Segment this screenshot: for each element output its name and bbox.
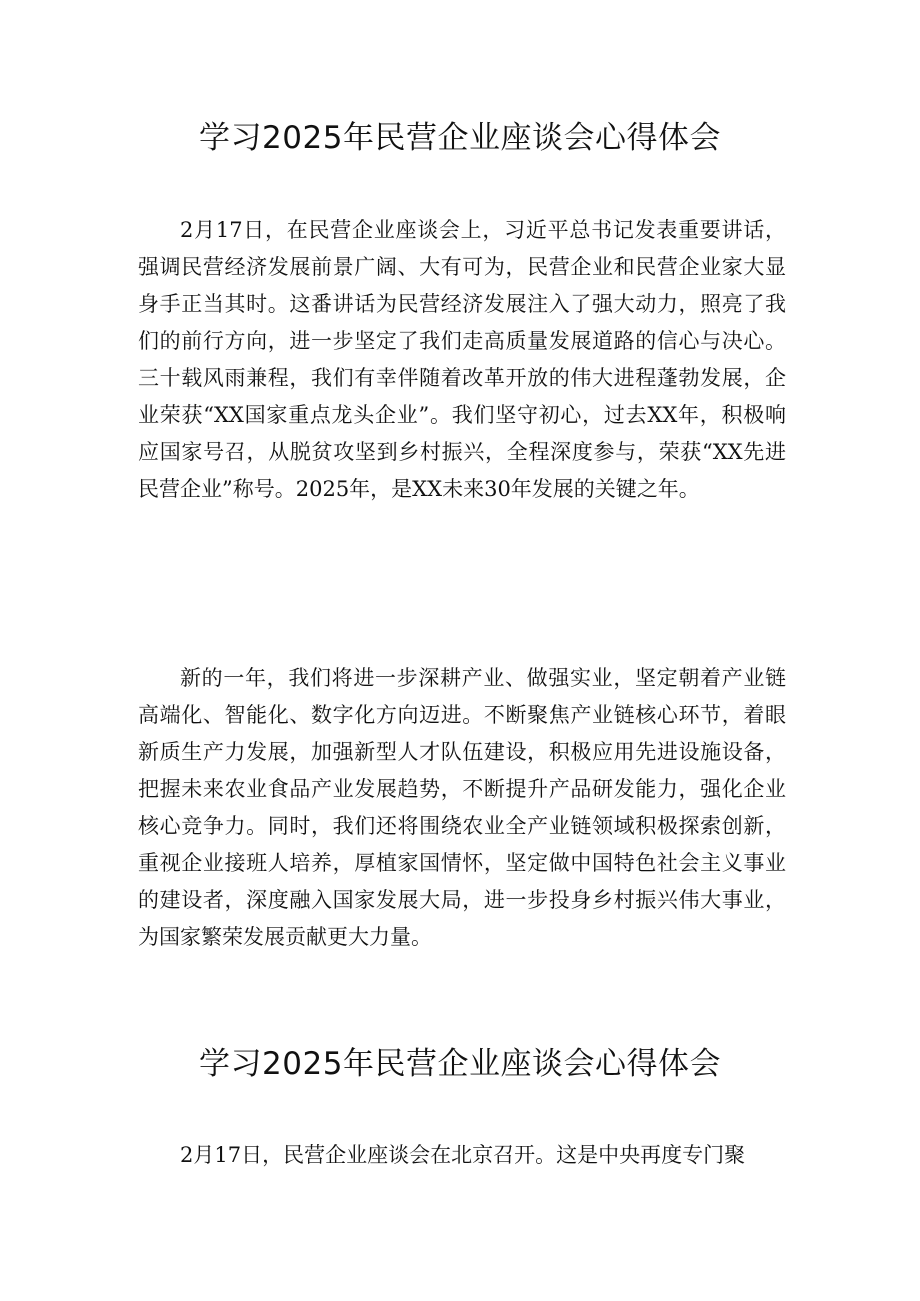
body-paragraph: 新的一年，我们将进一步深耕产业、做强实业，坚定朝着产业链高端化、智能化、数字化方向迈进。不断聚焦产业链核心环节，着眼新质生产力发展，加强新型人才队伍建设，积极应用先进设施设备，把握未来农业食品产业发展趋势，不断提升产品研发能力，强化企业核心竞争力。同时，我们还将围绕农业全产业链领域积极探索创新，重视企业接班人培养，厚植家国情怀，坚定做中国特色社会主义事业的建设者，深度融入国家发展大局，进一步投身乡村振兴伟大事业，为国家繁荣发展贡献更大力量。 xyxy=(138,666,786,949)
body-paragraph: 2月17日，民营企业座谈会在北京召开。这是中央再度专门聚 xyxy=(180,1143,746,1167)
document-title: 学习2025年民营企业座谈会心得体会 xyxy=(199,120,721,156)
body-paragraph: 2月17日，在民营企业座谈会上，习近平总书记发表重要讲话，强调民营经济发展前景广阔、大有可为，民营企业和民营企业家大显身手正当其时。这番讲话为民营经济发展注入了强大动力，照亮了我们的前行方向，进一步坚定了我们走高质量发展道路的信心与决心。三十载风雨兼程，我们有幸伴随着改革开放的伟大进程蓬勃发展，企业荣获“XX国家重点龙头企业”。我们坚守初心，过去XX年，积极响应国家号召，从脱贫攻坚到乡村振兴，全程深度参与，荣获“XX先进民营企业”称号。2025年，是XX未来30年发展的关键之年。 xyxy=(138,218,786,501)
section-title: 学习2025年民营企业座谈会心得体会 xyxy=(199,1046,721,1082)
